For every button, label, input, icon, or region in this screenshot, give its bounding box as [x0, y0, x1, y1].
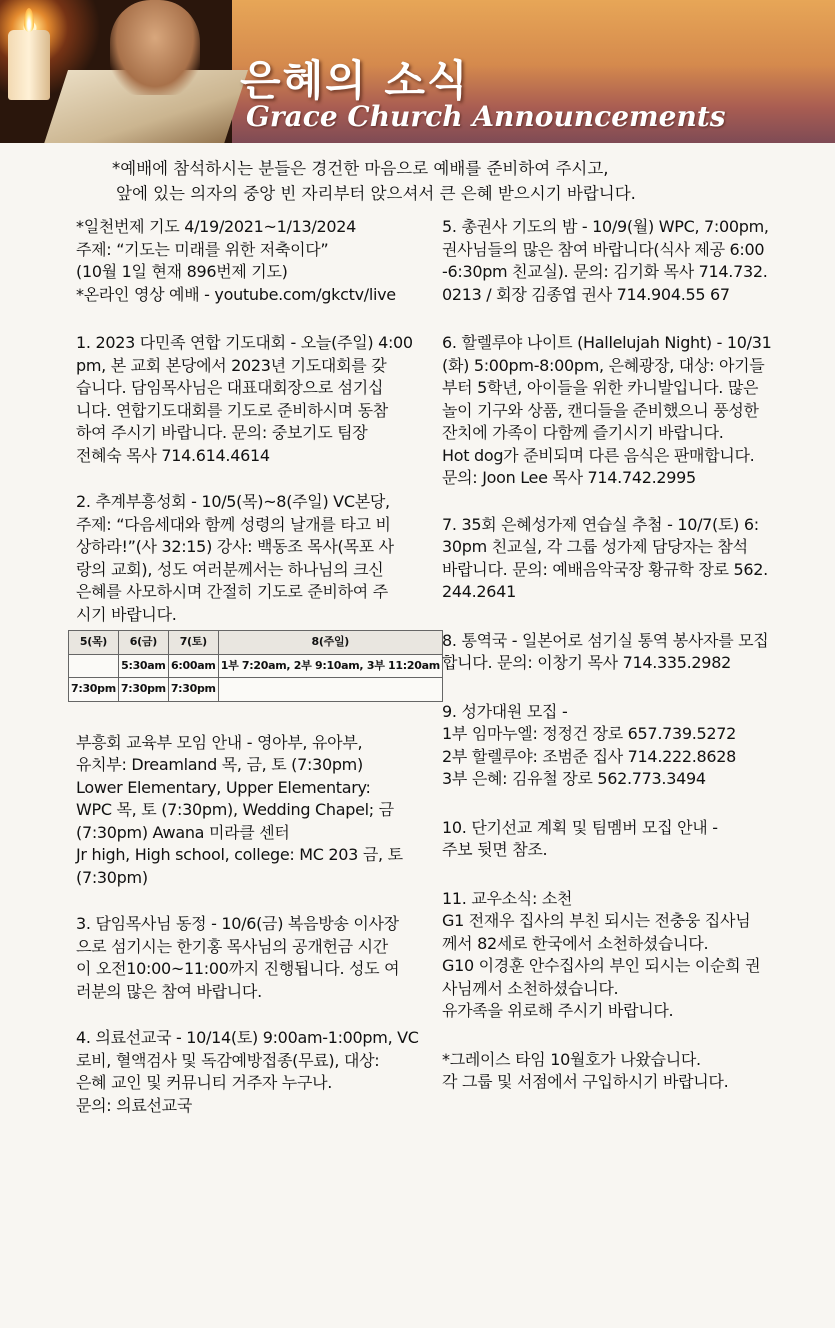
- text-line: 권사님들의 많은 참여 바랍니다(식사 제공 6:00: [442, 239, 765, 259]
- table-cell: [218, 678, 442, 702]
- text-line: 8. 통역국 - 일본어로 섬기실 통역 봉사자를 모집: [442, 630, 769, 650]
- worship-notice: [112, 156, 812, 206]
- text-line: 3부 은혜: 김유철 장로 562.773.3494: [442, 769, 706, 788]
- text-line: *일천번제 기도 4/19/2021~1/13/2024: [76, 217, 356, 236]
- text-line: 유치부: Dreamland 목, 금, 토 (7:30pm): [76, 755, 363, 774]
- text-line: WPC 목, 토 (7:30pm), Wedding Chapel; 금: [76, 800, 394, 819]
- table-cell: 7:30pm: [118, 678, 168, 702]
- text-line: 은혜 교인 및 커뮤니티 거주자 누구나.: [76, 1073, 333, 1092]
- text-line: -6:30pm 친교실). 문의: 김기화 목사 714.732.: [442, 262, 768, 281]
- text-line: 잔치에 가족이 다함께 즐기시기 바랍니다.: [442, 423, 724, 442]
- table-cell: 5:30am: [118, 654, 168, 678]
- text-line: 랑의 교회), 성도 여러분께서는 하나님의 크신: [76, 559, 384, 579]
- header-banner: [0, 0, 835, 143]
- notice-line-2: 앞에 있는 의자의 중앙 빈 자리부터 앉으셔서 큰 은혜 받으시기 바랍니다.: [116, 184, 636, 203]
- candle-image: [8, 30, 50, 100]
- revival-schedule-table: [68, 630, 443, 702]
- text-line: (7:30pm) Awana 미라클 센터: [76, 822, 290, 842]
- text-line: 합니다. 문의: 이창기 목사 714.335.2982: [442, 653, 731, 672]
- text-line: 2. 추계부흥성회 - 10/5(목)~8(주일) VC본당,: [76, 492, 390, 511]
- text-line: 습니다. 담임목사님은 대표대회장으로 섬기십: [76, 378, 384, 397]
- announcement-10: [442, 817, 802, 862]
- table-row: [69, 678, 443, 702]
- announcement-1: [76, 332, 436, 467]
- text-line: 시기 바랍니다.: [76, 604, 177, 624]
- text-line: 문의: Joon Lee 목사 714.742.2995: [442, 468, 696, 487]
- text-line: 주제: “다음세대와 함께 성령의 날개를 타고 비: [76, 514, 391, 534]
- title-korean: 은혜의 소식: [240, 56, 470, 105]
- text-line: 2부 할렐루야: 조범준 집사 714.222.8628: [442, 746, 737, 766]
- revival-education-info: [76, 732, 436, 890]
- title-english: Grace Church Announcements: [246, 100, 726, 133]
- announcement-6: [442, 332, 802, 490]
- text-line: 으로 섬기시는 한기홍 목사님의 공개헌금 시간: [76, 936, 388, 956]
- text-line: Hot dog가 준비되며 다른 음식은 판매합니다.: [442, 445, 755, 465]
- table-cell: 1부 7:20am, 2부 9:10am, 3부 11:20am: [218, 654, 442, 678]
- text-line: 러분의 많은 참여 바랍니다.: [76, 981, 262, 1001]
- prayer-info: [76, 216, 436, 306]
- table-cell: 7:30pm: [69, 678, 119, 702]
- candle-flame: [24, 8, 34, 32]
- text-line: Lower Elementary, Upper Elementary:: [76, 777, 371, 797]
- text-line: *그레이스 타임 10월호가 나왔습니다.: [442, 1049, 701, 1069]
- text-line: 부흥회 교육부 모임 안내 - 영아부, 유아부,: [76, 732, 363, 752]
- text-line: 께서 82세로 한국에서 소천하셨습니다.: [442, 933, 709, 953]
- text-line: 1. 2023 다민족 연합 기도대회 - 오늘(주일) 4:00: [76, 333, 413, 352]
- table-cell: 7(토): [168, 631, 218, 655]
- text-line: G1 전재우 집사의 부친 되시는 전충웅 집사님: [442, 911, 751, 930]
- text-line: 문의: 의료선교국: [76, 1095, 192, 1115]
- text-line: 하여 주시기 바랍니다. 문의: 중보기도 팀장: [76, 423, 368, 442]
- right-column: [442, 216, 802, 1094]
- text-line: (화) 5:00pm-8:00pm, 은혜광장, 대상: 아기들: [442, 355, 765, 375]
- grace-time-notice: [442, 1049, 802, 1094]
- notice-line-1: *예배에 참석하시는 분들은 경건한 마음으로 예배를 준비하여 주시고,: [112, 159, 609, 178]
- text-line: 7. 35회 은혜성가제 연습실 추첨 - 10/7(토) 6:: [442, 514, 759, 534]
- announcement-11: [442, 888, 802, 1023]
- text-line: 주제: “기도는 미래를 위한 저축이다”: [76, 239, 329, 259]
- text-line: 11. 교우소식: 소천: [442, 888, 573, 908]
- text-line: 은혜를 사모하시며 간절히 기도로 준비하여 주: [76, 582, 388, 601]
- text-line: *온라인 영상 예배 - youtube.com/gkctv/live: [76, 284, 396, 304]
- text-line: 사님께서 소천하셨습니다.: [442, 978, 619, 998]
- text-line: pm, 본 교회 본당에서 2023년 기도대회를 갖: [76, 355, 387, 375]
- table-row: [69, 654, 443, 678]
- table-cell: [69, 654, 119, 678]
- table-cell: 6:00am: [168, 654, 218, 678]
- text-line: 10. 단기선교 계획 및 팀멤버 모집 안내 -: [442, 817, 718, 837]
- text-line: 9. 성가대원 모집 -: [442, 701, 568, 721]
- text-line: 로비, 혈액검사 및 독감예방접종(무료), 대상:: [76, 1050, 380, 1070]
- text-line: G10 이경훈 안수집사의 부인 되시는 이순희 권: [442, 956, 761, 975]
- text-line: 전혜숙 목사 714.614.4614: [76, 445, 270, 465]
- table-cell: 5(목): [69, 631, 119, 655]
- text-line: 3. 담임목사님 동정 - 10/6(금) 복음방송 이사장: [76, 914, 399, 933]
- announcement-5: [442, 216, 802, 306]
- text-line: 30pm 친교실, 각 그룹 성가제 담당자는 참석: [442, 537, 748, 556]
- text-line: 244.2641: [442, 582, 516, 601]
- text-line: 바랍니다. 문의: 예배음악국장 황규학 장로 562.: [442, 559, 768, 579]
- announcement-8: [442, 630, 802, 675]
- text-line: 부터 5학년, 아이들을 위한 카니발입니다. 많은: [442, 378, 759, 397]
- praying-hands-image: [110, 0, 200, 95]
- text-line: 주보 뒷면 참조.: [442, 840, 548, 859]
- announcement-7: [442, 514, 802, 604]
- text-line: Jr high, High school, college: MC 203 금, 토: [76, 845, 403, 864]
- announcement-2: [76, 491, 436, 626]
- text-line: 4. 의료선교국 - 10/14(토) 9:00am-1:00pm, VC: [76, 1028, 419, 1047]
- announcement-3: [76, 913, 436, 1003]
- text-line: 상하라!”(사 32:15) 강사: 백동조 목사(목포 사: [76, 537, 394, 556]
- table-cell: 8(주일): [218, 631, 442, 655]
- text-line: 0213 / 회장 김종엽 권사 714.904.55 67: [442, 284, 730, 304]
- text-line: 이 오전10:00~11:00까지 진행됩니다. 성도 여: [76, 959, 400, 978]
- table-header-row: [69, 631, 443, 655]
- table-cell: 6(금): [118, 631, 168, 655]
- prayer-photo: [0, 0, 232, 143]
- announcement-9: [442, 701, 802, 791]
- text-line: 각 그룹 및 서점에서 구입하시기 바랍니다.: [442, 1072, 729, 1091]
- text-line: 놀이 기구와 상품, 캔디들을 준비했으니 풍성한: [442, 400, 759, 420]
- text-line: 6. 할렐루야 나이트 (Hallelujah Night) - 10/31: [442, 333, 772, 352]
- text-line: 1부 임마누엘: 정정건 장로 657.739.5272: [442, 724, 737, 743]
- text-line: 니다. 연합기도대회를 기도로 준비하시며 동참: [76, 400, 388, 420]
- left-column: [71, 216, 440, 1117]
- text-line: (7:30pm): [76, 867, 148, 887]
- announcement-4: [76, 1027, 436, 1117]
- table-cell: 7:30pm: [168, 678, 218, 702]
- text-line: (10월 1일 현재 896번제 기도): [76, 262, 288, 281]
- text-line: 5. 총권사 기도의 밤 - 10/9(월) WPC, 7:00pm,: [442, 217, 769, 236]
- text-line: 유가족을 위로해 주시기 바랍니다.: [442, 1001, 674, 1020]
